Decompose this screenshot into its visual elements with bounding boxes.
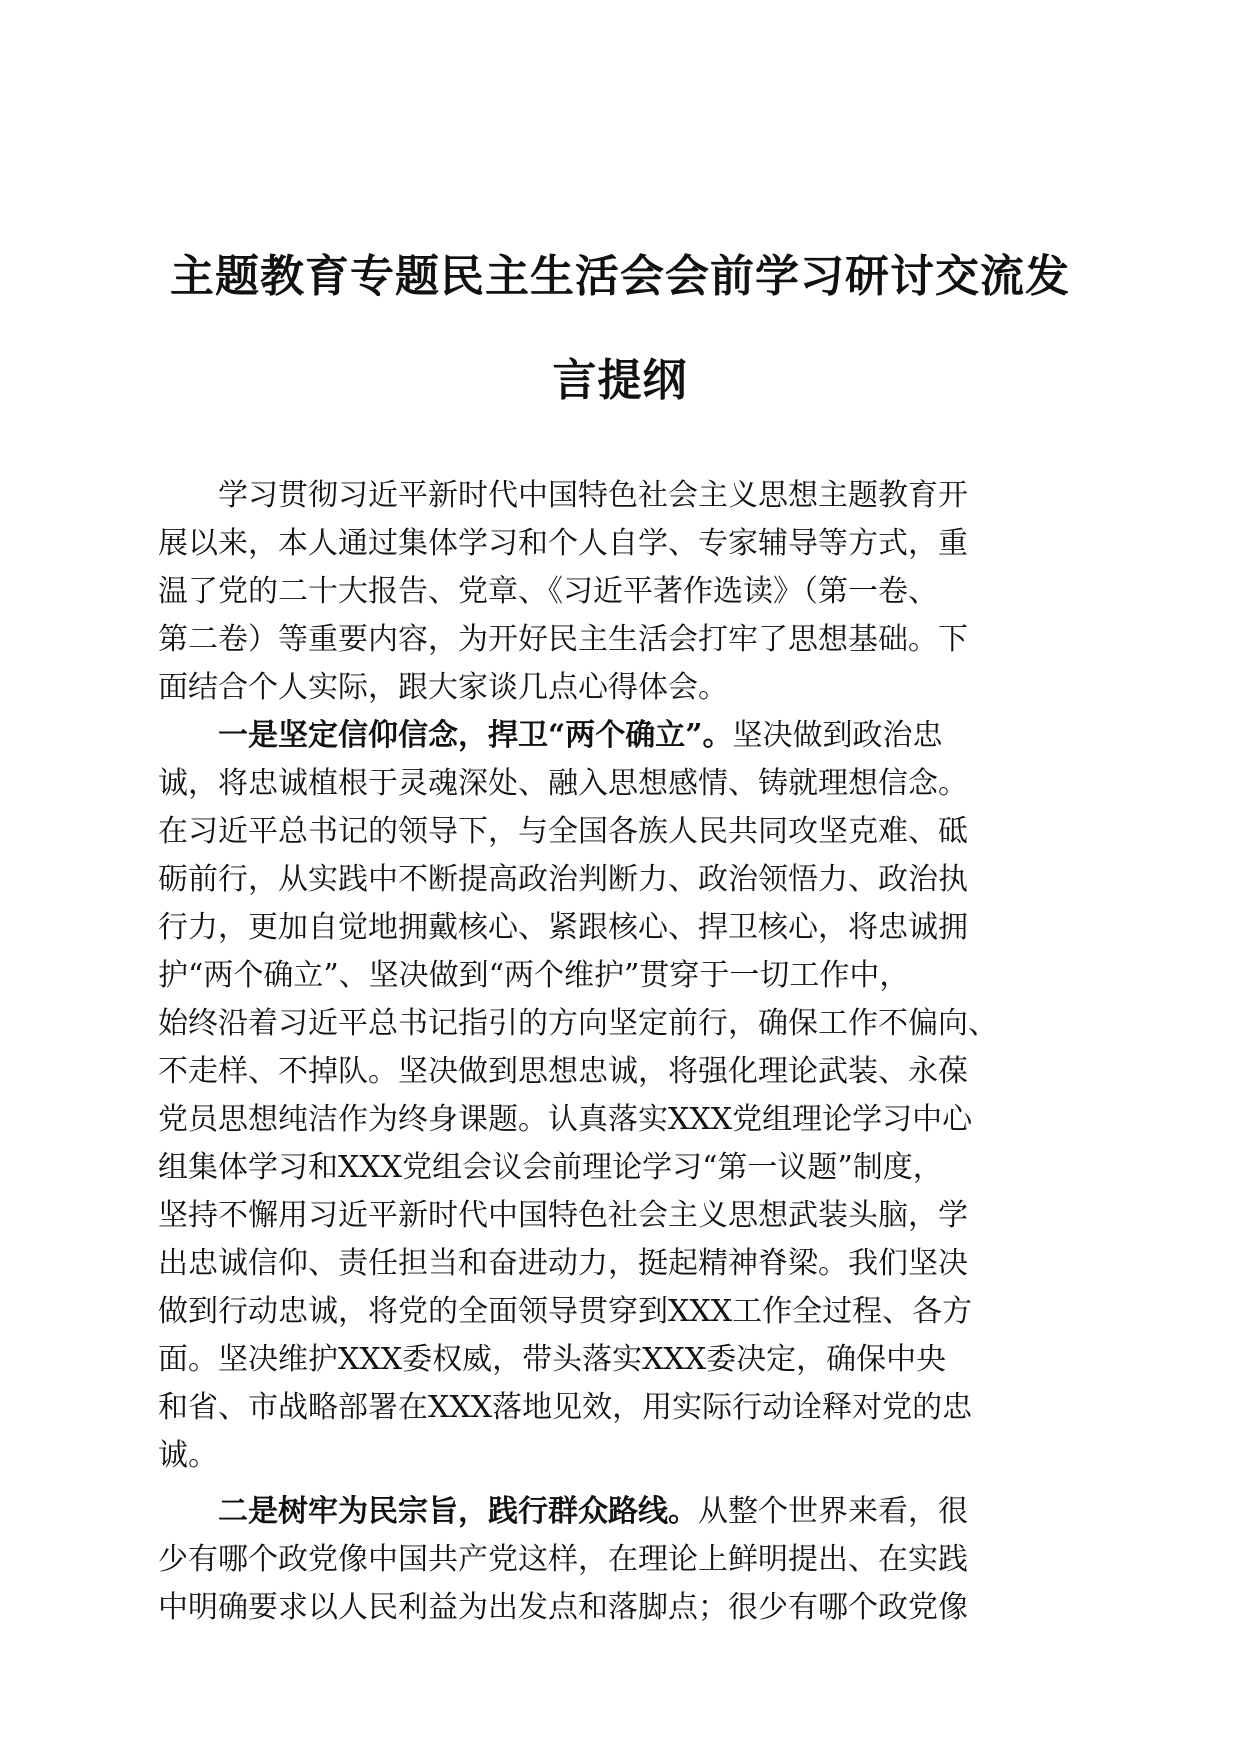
text-line: 护“两个确立”、坚决做到“两个维护”贯穿于一切工作中， [158,958,910,993]
text-line: 少有哪个政党像中国共产党这样，在理论上鲜明提出、在实践 [158,1542,968,1577]
section-1-first-text: 坚决做到政治忠 [732,718,943,753]
text-line: 展以来，本人通过集体学习和个人自学、专家辅导等方式，重 [158,526,968,561]
section-1-paragraph [158,712,1088,1480]
text-line [158,1488,1088,1536]
text-line: 面结合个人实际，跟大家谈几点心得体会。 [158,670,728,705]
text-line: 行力，更加自觉地拥戴核心、紧跟核心、捍卫核心，将忠诚拥 [158,910,968,945]
intro-paragraph [158,472,1088,712]
section-2-heading: 二是树牢为民宗旨，践行群众路线。 [218,1494,698,1529]
text-line: 砺前行，从实践中不断提高政治判断力、政治领悟力、政治执 [158,862,968,897]
text-line: 在习近平总书记的领导下，与全国各族人民共同攻坚克难、砥 [158,814,968,849]
text-line: 诚。 [158,1438,218,1473]
text-line: 党员思想纯洁作为终身课题。认真落实XXX党组理论学习中心 [158,1102,973,1137]
text-line: 第二卷）等重要内容，为开好民主生活会打牢了思想基础。下 [158,622,968,657]
text-line: 中明确要求以人民利益为出发点和落脚点；很少有哪个政党像 [158,1590,968,1625]
document-title [140,225,1100,433]
text-line: 出忠诚信仰、责任担当和奋进动力，挺起精神脊梁。我们坚决 [158,1246,968,1281]
text-line: 和省、市战略部署在XXX落地见效，用实际行动诠释对党的忠 [158,1390,973,1425]
text-line: 组集体学习和XXX党组会议会前理论学习“第一议题”制度， [158,1150,943,1185]
text-line: 始终沿着习近平总书记指引的方向坚定前行，确保工作不偏向、 [158,1006,998,1041]
text-line: 面。坚决维护XXX委权威，带头落实XXX委决定，确保中央 [158,1342,947,1377]
title-line-1: 主题教育专题民主生活会会前学习研讨交流发 [170,251,1070,302]
text-line: 不走样、不掉队。坚决做到思想忠诚，将强化理论武装、永葆 [158,1054,968,1089]
text-line: 温了党的二十大报告、党章、《习近平著作选读》（第一卷、 [158,574,938,609]
text-line: 学习贯彻习近平新时代中国特色社会主义思想主题教育开 [218,478,968,513]
text-line: 做到行动忠诚，将党的全面领导贯穿到XXX工作全过程、各方 [158,1294,973,1329]
text-line: 诚，将忠诚植根于灵魂深处、融入思想感情、铸就理想信念。 [158,766,968,801]
section-2-first-text: 从整个世界来看，很 [698,1494,968,1529]
document-body [158,472,1088,1632]
text-line: 坚持不懈用习近平新时代中国特色社会主义思想武装头脑，学 [158,1198,968,1233]
section-2-paragraph [158,1488,1088,1632]
title-line-2: 言提纲 [552,355,688,406]
section-1-heading: 一是坚定信仰信念，捍卫“两个确立”。 [218,718,733,753]
text-line [158,712,1088,760]
